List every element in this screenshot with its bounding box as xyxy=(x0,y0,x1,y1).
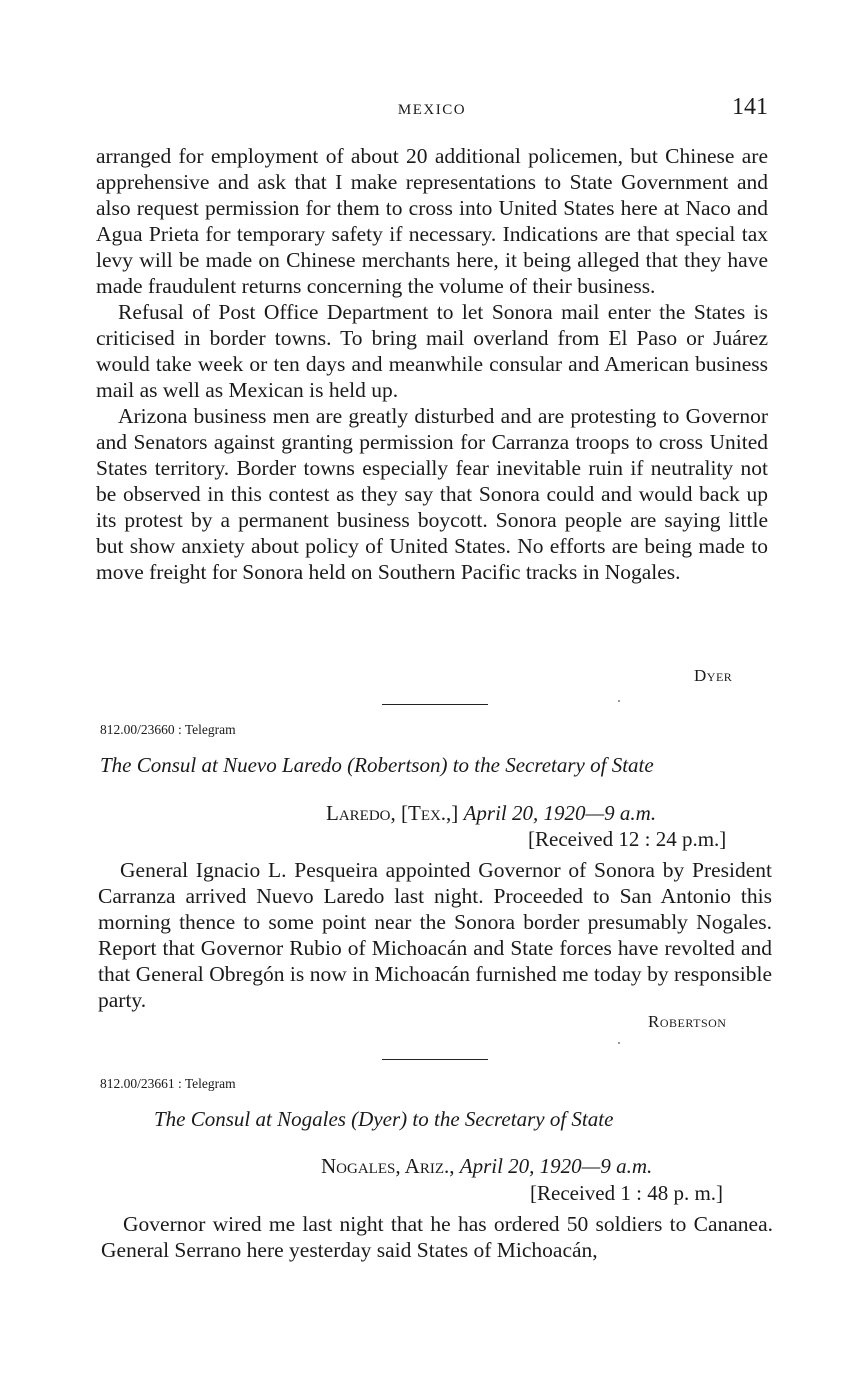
received-time-2: [Received 1 : 48 p. m.] xyxy=(530,1181,724,1205)
received-time-1: [Received 12 : 24 p.m.] xyxy=(528,827,727,851)
section1-paragraph-1: arranged for employment of about 20 additional policemen, but Chinese are apprehensive and ask that I make representations to State Government and also request permission for them to cross into United States here at Naco and Agua Prieta for temporary safety if necessary. Indications are that special tax levy will be made on Chinese merchants here, it being alleged that they have made fraudulent returns concerning the volume of their business. xyxy=(96,144,768,298)
file-reference-1: 812.00/23660 : Telegram xyxy=(100,722,236,737)
signature-dyer: Dyer xyxy=(694,666,733,685)
scan-speck xyxy=(618,700,620,702)
dateline-place-1: Laredo, [Tex.,] xyxy=(326,801,459,825)
running-head xyxy=(96,96,768,126)
section-divider-1 xyxy=(382,704,488,705)
file-reference-2: 812.00/23661 : Telegram xyxy=(100,1076,236,1091)
dateline-date-1: April 20, 1920—9 a.m. xyxy=(463,801,657,825)
running-title: MEXICO xyxy=(397,102,467,118)
signature-robertson: Robertson xyxy=(648,1012,727,1031)
document-heading-2: The Consul at Nogales (Dyer) to the Secretary of State xyxy=(154,1107,614,1131)
document-1-body xyxy=(98,857,772,1013)
section1-paragraph-3: Arizona business men are greatly disturbed and are protesting to Governor and Senators against granting permission for Carranza troops to cross United States territory. Border towns especially fear inevitable ruin if neutrality not be observed in this contest as they say that Sonora could and would back up its protest by a permanent business boycott. Sonora people are saying little but show anxiety about policy of United States. No efforts are being made to move freight for Sonora held on Southern Pacific tracks in Nogales. xyxy=(96,404,768,584)
dateline-place-2: Nogales, Ariz., xyxy=(321,1154,455,1178)
document-2-body xyxy=(101,1211,773,1263)
document-heading-1: The Consul at Nuevo Laredo (Robertson) to the Secretary of State xyxy=(100,753,654,777)
section1-body xyxy=(96,143,768,585)
document-2-paragraph-1: Governor wired me last night that he has ordered 50 soldiers to Cananea. General Serrano here yesterday said States of Michoacán, xyxy=(101,1212,773,1262)
page-number: 141 xyxy=(732,94,768,120)
section-divider-2 xyxy=(382,1059,488,1060)
section1-paragraph-2: Refusal of Post Office Department to let Sonora mail enter the States is criticised in border towns. To bring mail overland from El Paso or Juárez would take week or ten days and meanwhile consular and American business mail as well as Mexican is held up. xyxy=(96,300,768,402)
document-1-paragraph-1: General Ignacio L. Pesqueira appointed Governor of Sonora by President Carranza arrived Nuevo Laredo last night. Proceeded to San Antonio this morning thence to some point near the Sonora border presumably Nogales. Report that Governor Rubio of Michoacán and State forces have revolted and that General Obregón is now in Michoacán furnished me today by responsible party. xyxy=(98,858,772,1012)
dateline-date-2: April 20, 1920—9 a.m. xyxy=(459,1154,653,1178)
dateline-2 xyxy=(321,1154,652,1179)
dateline-1 xyxy=(326,801,656,826)
scan-speck xyxy=(618,1042,620,1044)
